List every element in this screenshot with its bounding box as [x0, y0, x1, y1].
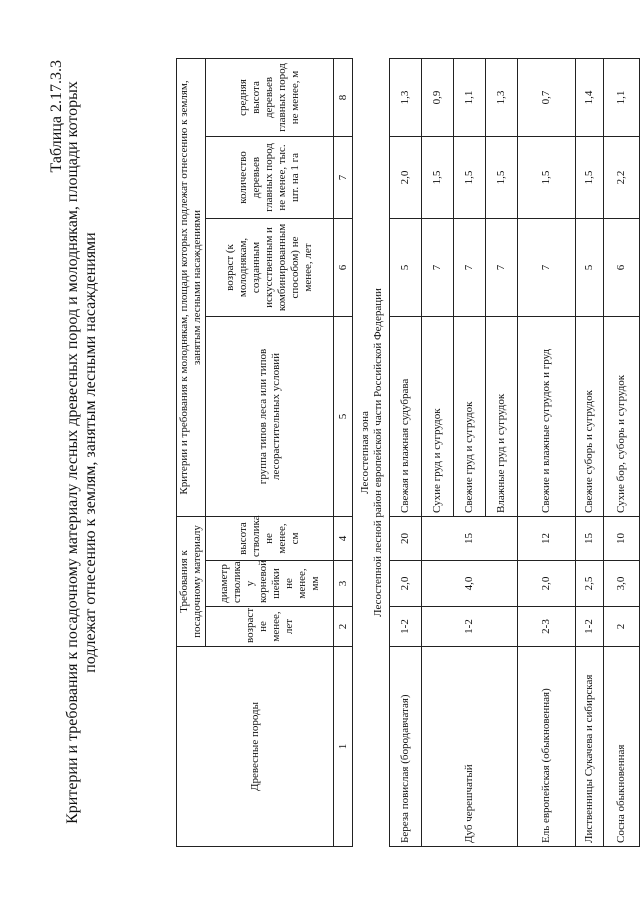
column-number: 6 — [334, 218, 353, 316]
diameter-cell: 3,0 — [604, 561, 640, 607]
header-forest-types: группа типов леса или типов лесорастительных условий — [206, 316, 334, 516]
column-number-row — [334, 58, 353, 846]
tree-count-cell: 1,5 — [518, 136, 576, 218]
table-row — [422, 58, 454, 846]
species-cell: Лиственницы Сукачева и сибирская — [576, 647, 604, 847]
zone-label — [353, 58, 390, 846]
height-cell: 20 — [390, 516, 422, 560]
forest-types-cell: Свежие груд и сугрудок — [454, 316, 486, 516]
table-row — [604, 58, 640, 846]
height-cell: 15 — [422, 516, 518, 560]
diameter-cell: 2,5 — [576, 561, 604, 607]
column-number: 8 — [334, 58, 353, 136]
column-number: 4 — [334, 516, 353, 560]
header-diameter: диаметр стволика у корневой шейки не менее, мм — [206, 561, 334, 607]
forest-types-cell: Сухие бор, суборь и сугрудок — [604, 316, 640, 516]
header-species: Древесные породы — [177, 647, 334, 847]
header-height: высота стволика не менее, см — [206, 516, 334, 560]
requirements-table — [176, 58, 640, 847]
species-cell: Береза повислая (бородавчатая) — [390, 647, 422, 847]
table-row — [576, 58, 604, 846]
table-row — [390, 58, 422, 846]
header-young-stands: Критерии и требования к молоднякам, площади которых подлежат отнесению к землям, занятым лесными насаждениями — [177, 58, 206, 516]
height-cell: 10 — [604, 516, 640, 560]
avg-height-cell: 0,9 — [422, 58, 454, 136]
diameter-cell: 4,0 — [422, 561, 518, 607]
young-age-cell: 5 — [390, 218, 422, 316]
tree-count-cell: 2,2 — [604, 136, 640, 218]
column-number: 5 — [334, 316, 353, 516]
region-name: Лесостепной лесной район европейской части Российской Федерации — [372, 288, 384, 617]
document-title: Критерии и требования к посадочному материалу лесных древесных пород и молоднякам, площади которых подлежат отнесению к землям, занятым лесными насаждениями — [64, 81, 99, 824]
avg-height-cell: 1,1 — [454, 58, 486, 136]
zone-name: Лесостепная зона — [359, 411, 371, 494]
age-cell: 2 — [604, 607, 640, 647]
avg-height-cell: 1,1 — [604, 58, 640, 136]
young-age-cell: 6 — [604, 218, 640, 316]
header-planting-material: Требования к посадочному материалу — [177, 516, 206, 646]
forest-types-cell: Влажные груд и сугрудок — [486, 316, 518, 516]
age-cell: 2-3 — [518, 607, 576, 647]
young-age-cell: 7 — [518, 218, 576, 316]
forest-types-cell: Свежие суборь и сугрудок — [576, 316, 604, 516]
forest-types-cell: Сухие груд и сугрудок — [422, 316, 454, 516]
forest-types-cell: Свежие и влажные сугрудок и груд — [518, 316, 576, 516]
tree-count-cell: 1,5 — [486, 136, 518, 218]
diameter-cell: 2,0 — [390, 561, 422, 607]
young-age-cell: 7 — [486, 218, 518, 316]
zone-row — [353, 58, 390, 846]
table-row — [518, 58, 576, 846]
avg-height-cell: 1,3 — [390, 58, 422, 136]
header-row-1 — [177, 58, 206, 846]
diameter-cell: 2,0 — [518, 561, 576, 607]
column-number: 1 — [334, 647, 353, 847]
age-cell: 1-2 — [576, 607, 604, 647]
young-age-cell: 5 — [576, 218, 604, 316]
table-label: Таблица 2.17.3.3 — [48, 60, 65, 173]
header-avg-height: средняя высота деревьев главных пород не менее, м — [206, 58, 334, 136]
column-number: 2 — [334, 607, 353, 647]
age-cell: 1-2 — [422, 607, 518, 647]
tree-count-cell: 2,0 — [390, 136, 422, 218]
height-cell: 15 — [576, 516, 604, 560]
young-age-cell: 7 — [454, 218, 486, 316]
forest-types-cell: Свежая и влажная судубрава — [390, 316, 422, 516]
header-tree-count: количество деревьев главных пород не менее, тыс. шт. на 1 га — [206, 136, 334, 218]
avg-height-cell: 1,3 — [486, 58, 518, 136]
species-cell: Сосна обыкновенная — [604, 647, 640, 847]
height-cell: 12 — [518, 516, 576, 560]
column-number: 3 — [334, 561, 353, 607]
tree-count-cell: 1,5 — [422, 136, 454, 218]
species-cell: Ель европейская (обыкновенная) — [518, 647, 576, 847]
column-number: 7 — [334, 136, 353, 218]
avg-height-cell: 1,4 — [576, 58, 604, 136]
tree-count-cell: 1,5 — [454, 136, 486, 218]
young-age-cell: 7 — [422, 218, 454, 316]
header-age: возраст не менее, лет — [206, 607, 334, 647]
species-cell: Дуб черешчатый — [422, 647, 518, 847]
header-young-age: возраст (к молоднякам, созданным искусственным и комбинированным способом) не менее, лет — [206, 218, 334, 316]
tree-count-cell: 1,5 — [576, 136, 604, 218]
age-cell: 1-2 — [390, 607, 422, 647]
avg-height-cell: 0,7 — [518, 58, 576, 136]
